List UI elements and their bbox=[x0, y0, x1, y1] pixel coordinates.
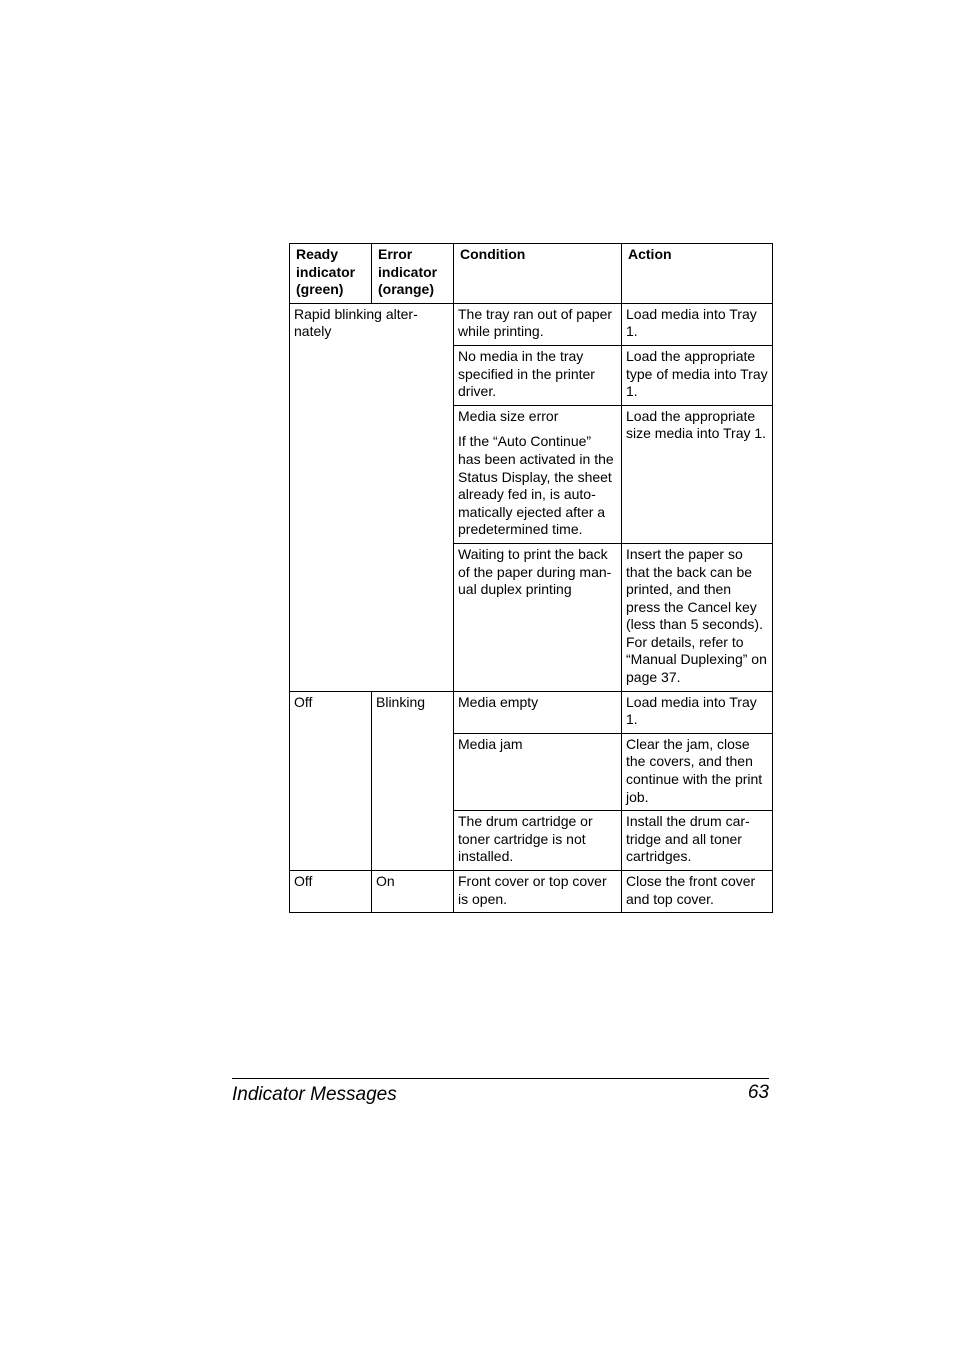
page-footer bbox=[232, 1078, 769, 1105]
footer-page-number: 63 bbox=[747, 1082, 769, 1103]
action-cell: Clear the jam, close the covers, and then continue with the print job. bbox=[622, 733, 773, 810]
header-ready-indicator: Ready indicator (green) bbox=[290, 244, 372, 304]
action-cell: Install the drum car-tridge and all toner cartridges. bbox=[622, 811, 773, 871]
condition-cell bbox=[454, 405, 622, 543]
action-cell: Close the front cover and top cover. bbox=[622, 871, 773, 913]
condition-cell: The drum cartridge or toner cartridge is not installed. bbox=[454, 811, 622, 871]
error-state-cell: On bbox=[372, 871, 454, 913]
condition-cell: No media in the tray specified in the printer driver. bbox=[454, 345, 622, 405]
table-row bbox=[290, 691, 773, 733]
ready-state-cell: Off bbox=[290, 691, 372, 870]
header-action: Action bbox=[622, 244, 773, 304]
condition-cell: Media empty bbox=[454, 691, 622, 733]
indicator-table bbox=[289, 243, 773, 913]
condition-cell: Front cover or top cover is open. bbox=[454, 871, 622, 913]
ready-state-cell: Off bbox=[290, 871, 372, 913]
action-cell: Insert the paper so that the back can be printed, and then press the Cancel key (less than 5 seconds). For details, refer to “Manual Duplexing” on page 37. bbox=[622, 543, 773, 691]
header-error-indicator: Error indicator (orange) bbox=[372, 244, 454, 304]
table-row bbox=[290, 303, 773, 345]
indicator-table-container bbox=[289, 243, 772, 913]
condition-cell: Media jam bbox=[454, 733, 622, 810]
table-header-row bbox=[290, 244, 773, 304]
condition-cell: Waiting to print the back of the paper during man-ual duplex printing bbox=[454, 543, 622, 691]
condition-text: Media size error bbox=[458, 407, 559, 424]
indicator-state-rapid-blinking: Rapid blinking alter-nately bbox=[290, 303, 454, 691]
error-state-cell: Blinking bbox=[372, 691, 454, 870]
action-cell: Load media into Tray 1. bbox=[622, 303, 773, 345]
header-condition: Condition bbox=[454, 244, 622, 304]
table-row bbox=[290, 871, 773, 913]
action-cell: Load the appropriate type of media into Tray 1. bbox=[622, 345, 773, 405]
action-cell: Load the appropriate size media into Tray 1. bbox=[622, 405, 773, 543]
condition-note: If the “Auto Continue” has been activated in the Status Display, the sheet already fed in, is auto-matically ejected after a predetermined time. bbox=[458, 433, 614, 538]
footer-section-title: Indicator Messages bbox=[232, 1084, 397, 1105]
condition-cell: The tray ran out of paper while printing. bbox=[454, 303, 622, 345]
action-cell: Load media into Tray 1. bbox=[622, 691, 773, 733]
